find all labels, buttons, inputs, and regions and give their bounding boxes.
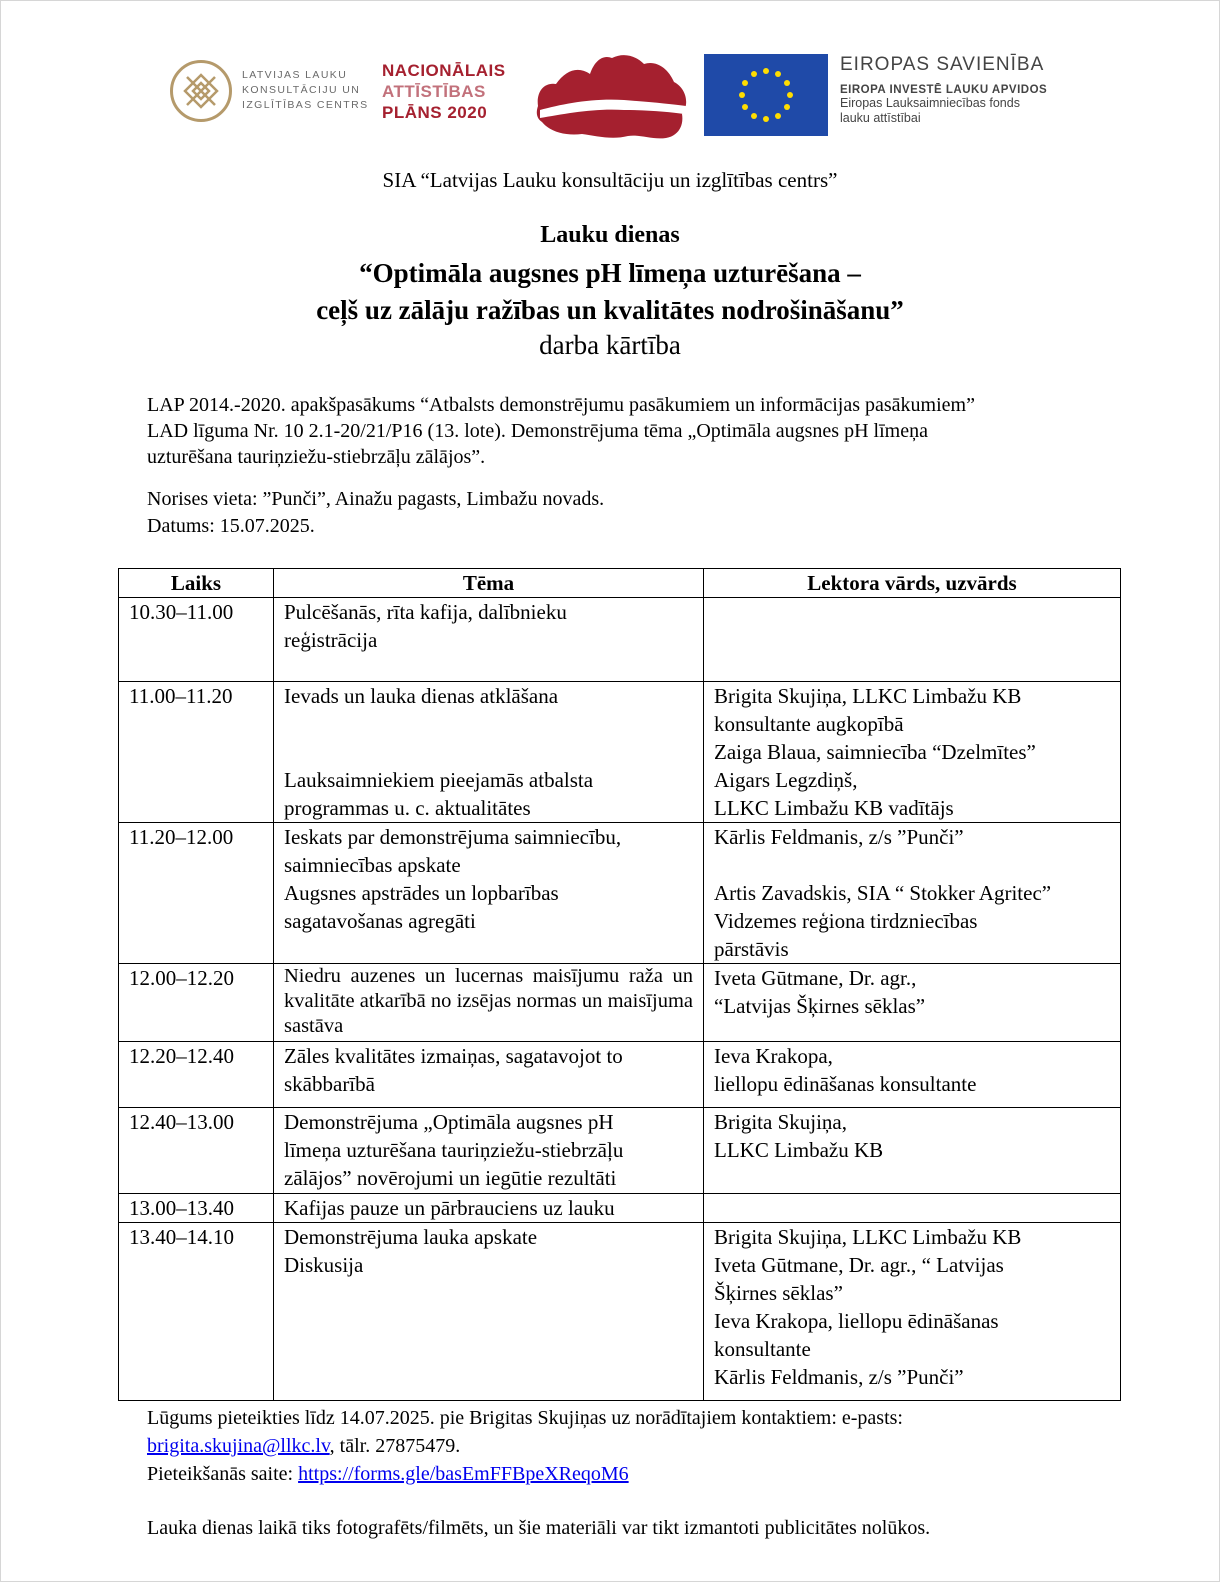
row-topic — [274, 1194, 704, 1223]
event-date: Datums: 15.07.2025. — [147, 515, 315, 537]
event-subtitle-line-2: ceļš uz zālāju ražības un kvalitātes nodrošināšanu” — [316, 295, 904, 325]
table-row — [119, 598, 1121, 682]
row-time: 12.00–12.20 — [119, 964, 274, 1042]
topic-line: reģistrācija — [284, 628, 378, 652]
lecturer-line: Brigita Skujiņa, LLKC Limbažu KB — [714, 684, 1022, 708]
row-topic — [274, 1223, 704, 1401]
lecturer-line: Vidzemes reģiona tirdzniecības — [714, 909, 978, 933]
signup-link[interactable]: https://forms.gle/basEmFFBpeXReqoM6 — [298, 1463, 629, 1485]
eu-fund-line-2: lauku attīstībai — [840, 111, 921, 125]
eu-text-block — [840, 54, 1047, 126]
publicity-notice: Lauka dienas laikā tiks fotografēts/filmēts, un šie materiāli var tikt izmantoti publicitātes nolūkos. — [147, 1517, 931, 1539]
lecturer-line: pārstāvis — [714, 937, 789, 961]
lecturer-line: Iveta Gūtmane, Dr. agr., “ Latvijas — [714, 1253, 1004, 1277]
row-topic — [274, 1108, 704, 1194]
header-topic: Tēma — [274, 569, 704, 598]
lecturer-line: Zaiga Blaua, saimniecība “Dzelmītes” — [714, 740, 1036, 764]
row-lecturer — [704, 964, 1121, 1042]
agenda-heading: darba kārtība — [539, 330, 681, 360]
lecturer-line: LLKC Limbažu KB — [714, 1138, 884, 1162]
row-lecturer — [704, 1223, 1121, 1401]
table-row — [119, 1108, 1121, 1194]
intro-paragraph — [147, 392, 1087, 470]
topic-line: Niedru auzenes un lucernas maisījumu raža un kvalitāte atkarībā no izsējas normas un maisījuma sastāva — [284, 965, 693, 1037]
latvia-map-icon — [532, 48, 692, 140]
table-row — [119, 1042, 1121, 1108]
signup-line — [147, 1460, 903, 1488]
table-row — [119, 1223, 1121, 1401]
topic-line: Ieskats par demonstrējuma saimniecību, — [284, 825, 622, 849]
topic-line: Demonstrējuma „Optimāla augsnes pH — [284, 1110, 614, 1134]
lecturer-line: LLKC Limbažu KB vadītājs — [714, 796, 954, 820]
row-topic — [274, 1042, 704, 1108]
topic-line: zālājos” novērojumi un iegūtie rezultāti — [284, 1166, 617, 1190]
lecturer-line: Artis Zavadskis, SIA “ Stokker Agritec” — [714, 881, 1052, 905]
eu-subtitle: EIROPA INVESTĒ LAUKU APVIDOS — [840, 84, 1048, 96]
topic-line: Pulcēšanās, rīta kafija, dalībnieku — [284, 600, 567, 624]
eu-flag-icon — [704, 54, 828, 136]
phone-text: , tālr. 27875479. — [329, 1435, 461, 1457]
header-time: Laiks — [119, 569, 274, 598]
signup-label: Pieteikšanās saite: — [147, 1463, 299, 1485]
lecturer-line: Ieva Krakopa, liellopu ēdināšanas — [714, 1309, 999, 1333]
registration-line: Lūgums pieteikties līdz 14.07.2025. pie Brigitas Skujiņas uz norādītajiem kontaktiem: e-pasts: — [147, 1407, 903, 1429]
lecturer-line — [714, 851, 1110, 879]
lecturer-line: Aigars Legzdiņš, — [714, 768, 858, 792]
row-lecturer — [704, 682, 1121, 823]
row-topic — [274, 823, 704, 964]
lecturer-line: Iveta Gūtmane, Dr. agr., — [714, 966, 917, 990]
row-lecturer — [704, 1194, 1121, 1223]
row-lecturer — [704, 598, 1121, 682]
row-time: 12.20–12.40 — [119, 1042, 274, 1108]
organization-name: SIA “Latvijas Lauku konsultāciju un izglītības centrs” — [382, 168, 838, 192]
topic-line — [284, 710, 693, 738]
agenda-body — [119, 598, 1121, 1401]
nap-line-2: ATTĪSTĪBAS — [382, 82, 486, 101]
row-time: 13.40–14.10 — [119, 1223, 274, 1401]
intro-line-2: LAD līguma Nr. 10 2.1-20/21/P16 (13. lote). Demonstrējuma tēma „Optimāla augsnes pH līmeņa — [147, 420, 928, 442]
event-subtitle-line-1: “Optimāla augsnes pH līmeņa uzturēšana – — [359, 258, 861, 288]
row-topic — [274, 598, 704, 682]
topic-line: sagatavošanas agregāti — [284, 909, 476, 933]
table-row — [119, 964, 1121, 1042]
header-lecturer: Lektora vārds, uzvārds — [704, 569, 1121, 598]
intro-line-3: uzturēšana tauriņziežu-stiebrzāļu zālājos”. — [147, 446, 486, 468]
topic-line: Augsnes apstrādes un lopbarības — [284, 881, 559, 905]
row-lecturer — [704, 1042, 1121, 1108]
agenda-table — [118, 568, 1121, 1401]
row-lecturer — [704, 1108, 1121, 1194]
topic-line: Demonstrējuma lauka apskate — [284, 1225, 538, 1249]
lecturer-line: Brigita Skujiņa, — [714, 1110, 847, 1134]
eu-title: EIROPAS SAVIENĪBA — [840, 54, 1045, 75]
event-details — [147, 486, 604, 540]
row-time: 11.20–12.00 — [119, 823, 274, 964]
row-time: 13.00–13.40 — [119, 1194, 274, 1223]
lecturer-line: konsultante — [714, 1337, 811, 1361]
topic-line: Lauksaimniekiem pieejamās atbalsta — [284, 768, 594, 792]
nap-line-3: PLĀNS 2020 — [382, 103, 488, 122]
eu-fund-line-1: Eiropas Lauksaimniecības fonds — [840, 96, 1020, 110]
llkc-emblem-icon — [170, 60, 232, 122]
topic-line: Diskusija — [284, 1253, 364, 1277]
topic-line: skābbarībā — [284, 1072, 375, 1096]
topic-line: programmas u. c. aktualitātes — [284, 796, 531, 820]
topic-line: Zāles kvalitātes izmaiņas, sagatavojot to — [284, 1044, 623, 1068]
lecturer-line: liellopu ēdināšanas konsultante — [714, 1072, 977, 1096]
topic-line: saimniecības apskate — [284, 853, 461, 877]
row-topic — [274, 964, 704, 1042]
topic-line: līmeņa uzturēšana tauriņziežu-stiebrzāļu — [284, 1138, 624, 1162]
lecturer-line: Ieva Krakopa, — [714, 1044, 833, 1068]
nap-line-1: NACIONĀLAIS — [382, 61, 506, 80]
topic-line: Kafijas pauze un pārbrauciens uz lauku — [284, 1196, 615, 1220]
event-subtitle — [0, 255, 1220, 329]
llkc-logo — [170, 60, 370, 130]
logo-bar — [170, 46, 1090, 142]
document-title: Lauku dienas — [540, 222, 680, 248]
nap-2020-logo — [382, 60, 506, 123]
intro-line-1: LAP 2014.-2020. apakšpasākums “Atbalsts demonstrējumu pasākumiem un informācijas pasākumiem” — [147, 394, 975, 416]
row-lecturer — [704, 823, 1121, 964]
contact-line — [147, 1432, 903, 1460]
row-topic — [274, 682, 704, 823]
lecturer-line: “Latvijas Šķirnes sēklas” — [714, 994, 926, 1018]
topic-line — [284, 738, 693, 766]
table-row — [119, 1194, 1121, 1223]
row-time: 11.00–11.20 — [119, 682, 274, 823]
lecturer-line: konsultante augkopībā — [714, 712, 904, 736]
lecturer-line: Kārlis Feldmanis, z/s ”Punči” — [714, 825, 964, 849]
topic-line: Ievads un lauka dienas atklāšana — [284, 684, 559, 708]
lecturer-line: Brigita Skujiņa, LLKC Limbažu KB — [714, 1225, 1022, 1249]
row-time: 10.30–11.00 — [119, 598, 274, 682]
llkc-logo-text: LATVIJAS LAUKU KONSULTĀCIJU UN IZGLĪTĪBAS CENTRS — [242, 69, 369, 111]
registration-info — [147, 1404, 903, 1488]
lecturer-line: Šķirnes sēklas” — [714, 1281, 843, 1305]
row-time: 12.40–13.00 — [119, 1108, 274, 1194]
event-place: Norises vieta: ”Punči”, Ainažu pagasts, Limbažu novads. — [147, 488, 605, 510]
table-row — [119, 823, 1121, 964]
lecturer-line: Kārlis Feldmanis, z/s ”Punči” — [714, 1365, 964, 1389]
table-row — [119, 682, 1121, 823]
agenda-header-row — [119, 569, 1121, 598]
email-link[interactable]: brigita.skujina@llkc.lv — [147, 1435, 330, 1457]
